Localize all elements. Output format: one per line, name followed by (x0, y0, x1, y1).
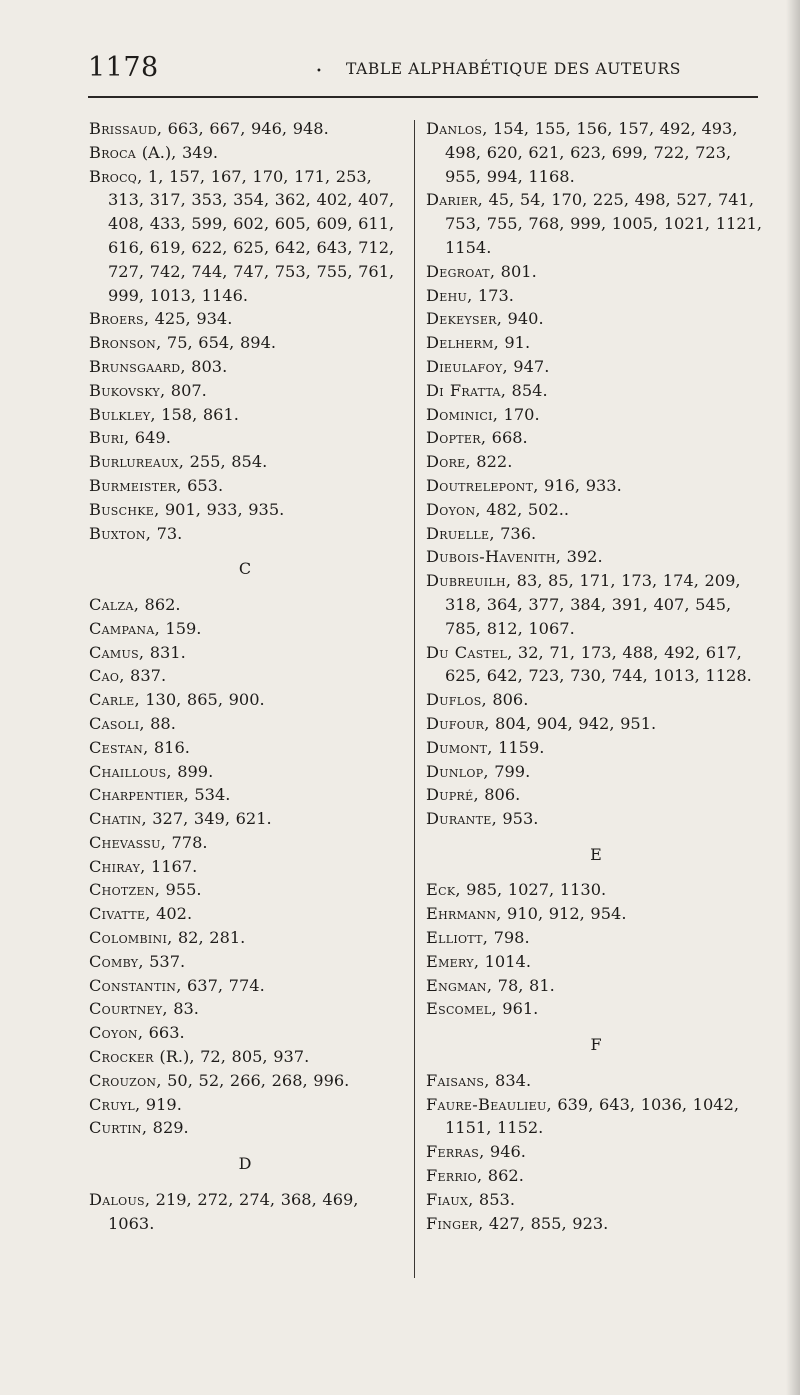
author-name: Chevassu (89, 832, 161, 852)
author-name: Casoli (89, 713, 140, 733)
index-entry (426, 545, 766, 569)
author-name: Engman (426, 975, 487, 995)
index-entry (89, 403, 401, 427)
page-references: , 83. (162, 999, 199, 1019)
page-references: , 83, 85, 171, 173, 174, 209, 318, 364, 377, 384, 391, 407, 545, 785, 812, 1067. (445, 571, 741, 638)
page-references: , 804, 904, 942, 951. (484, 713, 657, 733)
page-number: 1178 (88, 52, 159, 83)
author-name: Dumont (426, 737, 488, 757)
author-name: Dufour (426, 713, 485, 733)
index-entry (89, 522, 401, 546)
index-entry (426, 284, 766, 308)
page-references: , 736. (489, 523, 537, 543)
author-name: Escomel (426, 999, 492, 1019)
author-name: Doutrelepont (426, 475, 534, 495)
author-name: Dalous (89, 1189, 145, 1209)
page-references: , 955. (154, 880, 202, 900)
page-references: , 947. (502, 356, 550, 376)
page-references: , 803. (180, 356, 228, 376)
author-name: Bulkley (89, 404, 151, 424)
index-entry (89, 617, 401, 641)
index-entry (426, 355, 766, 379)
author-name: Dore (426, 452, 466, 472)
author-name: Buri (89, 428, 124, 448)
page-references: , 82, 281. (167, 928, 246, 948)
page-references: , 1014. (473, 951, 531, 971)
author-name: Elliott (426, 928, 483, 948)
page-references: , 50, 52, 266, 268, 996. (156, 1070, 350, 1090)
index-entry (426, 736, 766, 760)
index-entry (426, 997, 766, 1021)
page-references: , 639, 643, 1036, 1042, 1151, 1152. (445, 1094, 740, 1138)
author-name: Fiaux (426, 1189, 469, 1209)
author-name: Chaillous (89, 761, 167, 781)
author-name: Ferras (426, 1142, 480, 1162)
index-entry (89, 450, 401, 474)
index-entry (89, 117, 401, 141)
index-entry (89, 807, 401, 831)
page-references: , 807. (159, 380, 207, 400)
page-references: , 837. (119, 666, 167, 686)
page-references: , 862. (133, 594, 181, 614)
page-references: , 1159. (487, 737, 545, 757)
author-name: Cruyl (89, 1094, 136, 1114)
index-entry (89, 926, 401, 950)
index-entry (426, 474, 766, 498)
page-references: , 534. (183, 785, 231, 805)
page-references: , 130, 865, 900. (134, 690, 265, 710)
author-name: Colombini (89, 928, 168, 948)
page-references: , 1167. (140, 856, 198, 876)
page-references: , 653. (176, 475, 224, 495)
page-references: , 862. (477, 1166, 524, 1186)
page-references: , 801. (489, 261, 537, 281)
index-entry (426, 641, 766, 689)
author-name: Faisans (426, 1070, 485, 1090)
index-entry (89, 783, 401, 807)
author-name: Faure-Beaulieu (426, 1094, 547, 1114)
page-references: , 327, 349, 621. (141, 809, 272, 829)
author-name: Dupré (426, 785, 474, 805)
page-references: , 255, 854. (178, 452, 268, 472)
page-references: (R.), 72, 805, 937. (153, 1047, 310, 1067)
author-name: Ehrmann (426, 904, 497, 924)
page-references: , 91. (493, 333, 531, 353)
page-references: , 822. (465, 452, 513, 472)
index-entry (89, 712, 401, 736)
index-entry (89, 426, 401, 450)
index-entry (426, 1069, 766, 1093)
page-references: , 831. (138, 642, 186, 662)
author-name: Dubois-Havenith (426, 547, 556, 567)
author-name: Brunsgaard (89, 356, 181, 376)
index-entry (426, 1212, 766, 1236)
index-entry (426, 1164, 766, 1188)
page-references: , 392. (555, 547, 603, 567)
index-entry (426, 498, 766, 522)
index-entry (426, 522, 766, 546)
page-references: , 798. (482, 928, 530, 948)
header-rule (88, 96, 758, 98)
page-references: , 854. (500, 380, 548, 400)
index-entry (426, 260, 766, 284)
page-references: , 853. (468, 1189, 515, 1209)
author-name: Brocq (89, 166, 138, 186)
author-name: Druelle (426, 523, 490, 543)
page-references: , 910, 912, 954. (496, 904, 627, 924)
author-name: Buschke (89, 499, 155, 519)
page-references: , 899. (166, 761, 214, 781)
index-entry (89, 307, 401, 331)
section-letter: F (590, 1035, 602, 1055)
right-column (426, 117, 766, 1235)
page-references: , 537. (138, 951, 186, 971)
page-references: , 916, 933. (533, 475, 622, 495)
page-references: , 834. (484, 1070, 532, 1090)
index-entry (89, 331, 401, 355)
page-references: , 953. (491, 809, 539, 829)
index-entry (426, 1093, 766, 1141)
page-references: , 32, 71, 173, 488, 492, 617, 625, 642, 723, 730, 744, 1013, 1128. (445, 642, 752, 686)
section-letter: D (238, 1154, 252, 1174)
author-name: Bukovsky (89, 380, 160, 400)
author-name: Constantin (89, 975, 177, 995)
page-references: , 427, 855, 923. (478, 1213, 609, 1233)
index-entry (426, 974, 766, 998)
page-references: (A.), 349. (136, 142, 219, 162)
index-entry (426, 807, 766, 831)
index-entry (89, 997, 401, 1021)
index-entry (89, 141, 401, 165)
author-name: Calza (89, 594, 134, 614)
author-name: Curtin (89, 1118, 142, 1138)
author-name: Bronson (89, 333, 157, 353)
page-references: , 663, 667, 946, 948. (156, 119, 329, 138)
author-name: Doyon (426, 499, 476, 519)
index-entry (89, 1093, 401, 1117)
index-entry (89, 974, 401, 998)
author-name: Dekeyser (426, 309, 497, 329)
page-references: , 159. (154, 618, 202, 638)
index-entry (426, 760, 766, 784)
author-name: Crouzon (89, 1070, 157, 1090)
page-references: , 154, 155, 156, 157, 492, 493, 498, 620, 621, 623, 699, 722, 723, 955, 994, 1168. (445, 119, 738, 186)
author-name: Comby (89, 951, 139, 971)
index-entry (89, 831, 401, 855)
page-references: , 946. (479, 1142, 526, 1162)
page-references: , 45, 54, 170, 225, 498, 527, 741, 753, 755, 768, 999, 1005, 1021, 1121, 1154. (445, 190, 763, 257)
author-name: Dieulafoy (426, 356, 503, 376)
author-name: Campana (89, 618, 155, 638)
page-header (88, 52, 758, 86)
index-entry (426, 926, 766, 950)
author-name: Danlos (426, 119, 483, 138)
page-references: , 88. (139, 713, 176, 733)
index-entry (89, 641, 401, 665)
page-references: , 73. (145, 523, 183, 543)
author-name: Chatin (89, 809, 142, 829)
page-references: , 961. (491, 999, 539, 1019)
author-name: Degroat (426, 261, 490, 281)
index-entry (426, 403, 766, 427)
author-name: Di Fratta (426, 380, 501, 400)
page-references: , 482, 502.. (475, 499, 570, 519)
index-entry (426, 188, 766, 259)
page-references: , 402. (145, 904, 193, 924)
page-references: , 158, 861. (150, 404, 239, 424)
index-entry (426, 1188, 766, 1212)
author-name: Carle (89, 690, 135, 710)
index-entry (89, 1116, 401, 1140)
page-references: , 1, 157, 167, 170, 171, 253, 313, 317, 353, 354, 362, 402, 407, 408, 433, 599, 602, 605, 609, 611, 616, 619, 622, 625, 642, 643, 712, 727, 742, 744, 747, 753, 755, 761, 999, 1013, 1146. (108, 166, 395, 305)
author-name: Courtney (89, 999, 163, 1019)
index-entry (89, 855, 401, 879)
author-name: Charpentier (89, 785, 184, 805)
index-entry (426, 783, 766, 807)
page-references: , 806. (473, 785, 521, 805)
index-entry (426, 569, 766, 640)
author-name: Finger (426, 1213, 479, 1233)
author-name: Crocker (89, 1047, 154, 1067)
page-references: , 985, 1027, 1130. (455, 880, 607, 900)
author-name: Cao (89, 666, 120, 686)
page-edge-shadow (786, 0, 800, 1395)
author-name: Brissaud (89, 119, 157, 138)
index-entry (426, 426, 766, 450)
index-entry (89, 1069, 401, 1093)
author-name: Dehu (426, 285, 468, 305)
index-entry (426, 878, 766, 902)
page-references: , 829. (141, 1118, 189, 1138)
index-entry (89, 474, 401, 498)
author-name: Burmeister (89, 475, 177, 495)
page-references: , 173. (467, 285, 514, 305)
index-entry (426, 1140, 766, 1164)
author-name: Civatte (89, 904, 146, 924)
page-references: , 901, 933, 935. (154, 499, 285, 519)
page-references: , 919. (135, 1094, 182, 1114)
index-entry (89, 379, 401, 403)
index-entry (89, 1188, 401, 1236)
page-references: , 816. (143, 737, 190, 757)
page-references: , 806. (481, 690, 529, 710)
index-entry (89, 1045, 401, 1069)
section-letter: E (590, 844, 602, 864)
index-entry (89, 664, 401, 688)
index-entry (426, 688, 766, 712)
author-name: Cestan (89, 737, 144, 757)
index-entry (426, 950, 766, 974)
author-name: Dopter (426, 428, 481, 448)
page-references: , 668. (480, 428, 528, 448)
page-references: , 663. (137, 1023, 185, 1043)
index-entry (426, 117, 766, 188)
author-name: Eck (426, 880, 456, 900)
page-references: , 170. (492, 404, 540, 424)
index-entry (426, 379, 766, 403)
index-entry (89, 902, 401, 926)
index-entry (89, 165, 401, 308)
page-references: , 799. (483, 761, 531, 781)
index-entry (89, 1021, 401, 1045)
page-references: , 637, 774. (176, 975, 265, 995)
index-entry (426, 902, 766, 926)
author-name: Broers (89, 309, 144, 329)
index-entry (89, 878, 401, 902)
index-entry (426, 307, 766, 331)
index-entry (89, 593, 401, 617)
index-entry (89, 688, 401, 712)
author-name: Broca (89, 142, 137, 162)
page-references: , 425, 934. (143, 309, 233, 329)
author-name: Dunlop (426, 761, 484, 781)
author-name: Buxton (89, 523, 146, 543)
author-name: Duflos (426, 690, 482, 710)
index-entry (89, 355, 401, 379)
author-name: Durante (426, 809, 492, 829)
index-entry (89, 736, 401, 760)
author-name: Dominici (426, 404, 493, 424)
index-entry (426, 712, 766, 736)
section-letter: C (238, 559, 252, 579)
author-name: Ferrio (426, 1166, 477, 1186)
author-name: Dubreuilh (426, 571, 506, 591)
author-name: Chiray (89, 856, 141, 876)
header-bullet: • (316, 66, 322, 77)
index-entry (89, 498, 401, 522)
column-divider (414, 120, 415, 1278)
author-name: Emery (426, 951, 474, 971)
index-entry (426, 331, 766, 355)
left-column (89, 117, 401, 1235)
page-references: , 219, 272, 274, 368, 469, 1063. (108, 1189, 359, 1233)
page-references: , 649. (124, 428, 171, 448)
author-name: Burlureaux (89, 452, 179, 472)
author-name: Chotzen (89, 880, 155, 900)
running-title: TABLE ALPHABÉTIQUE DES AUTEURS (346, 60, 681, 78)
author-name: Du Castel (426, 642, 508, 662)
page-references: , 940. (496, 309, 544, 329)
author-name: Delherm (426, 333, 494, 353)
page-references: , 75, 654, 894. (156, 333, 277, 353)
author-name: Coyon (89, 1023, 138, 1043)
page-references: , 778. (160, 832, 208, 852)
author-name: Camus (89, 642, 139, 662)
index-entry (89, 760, 401, 784)
page-references: , 78, 81. (486, 975, 555, 995)
index-entry (426, 450, 766, 474)
index-entry (89, 950, 401, 974)
author-name: Darier (426, 190, 478, 210)
